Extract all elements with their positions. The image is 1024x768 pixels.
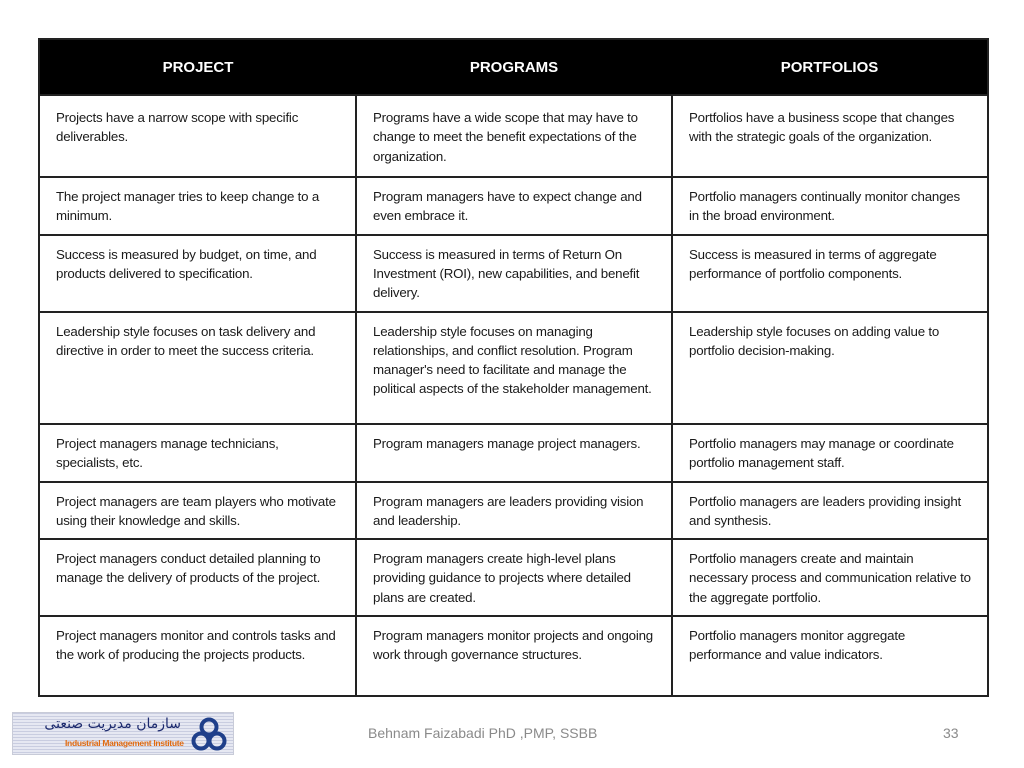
comparison-table xyxy=(38,38,989,697)
table-row xyxy=(40,95,987,177)
table-header-row xyxy=(40,40,987,95)
header-project: PROJECT xyxy=(40,40,356,95)
cell-portfolios: Success is measured in terms of aggregate performance of portfolio components. xyxy=(672,235,987,312)
cell-project: Projects have a narrow scope with specific deliverables. xyxy=(40,95,356,177)
cell-programs: Success is measured in terms of Return On Investment (ROI), new capabilities, and benefit delivery. xyxy=(356,235,672,312)
page-number: 33 xyxy=(943,725,959,741)
cell-portfolios: Portfolio managers are leaders providing insight and synthesis. xyxy=(672,482,987,540)
cell-project: Success is measured by budget, on time, and products delivered to specification. xyxy=(40,235,356,312)
cell-portfolios: Portfolio managers create and maintain necessary process and communication relative to the aggregate portfolio. xyxy=(672,539,987,616)
logo-name-fa: سازمان مدیریت صنعتی xyxy=(44,716,181,732)
institute-logo xyxy=(12,712,234,755)
cell-programs: Program managers monitor projects and ongoing work through governance structures. xyxy=(356,616,672,695)
comparison-grid xyxy=(40,40,987,695)
cell-project: Project managers are team players who motivate using their knowledge and skills. xyxy=(40,482,356,540)
cell-programs: Program managers are leaders providing vision and leadership. xyxy=(356,482,672,540)
cell-project: Project managers conduct detailed planning to manage the delivery of products of the project. xyxy=(40,539,356,616)
footer-author: Behnam Faizabadi PhD ,PMP, SSBB xyxy=(368,725,598,741)
header-programs: PROGRAMS xyxy=(356,40,672,95)
cell-project: The project manager tries to keep change to a minimum. xyxy=(40,177,356,235)
table-row xyxy=(40,616,987,695)
table-row xyxy=(40,177,987,235)
cell-project: Project managers manage technicians, specialists, etc. xyxy=(40,424,356,482)
table-row xyxy=(40,235,987,312)
logo-mark-icon xyxy=(191,717,227,753)
table-row xyxy=(40,539,987,616)
cell-portfolios: Portfolio managers continually monitor changes in the broad environment. xyxy=(672,177,987,235)
header-portfolios: PORTFOLIOS xyxy=(672,40,987,95)
table-row xyxy=(40,312,987,424)
cell-programs: Leadership style focuses on managing relationships, and conflict resolution. Program manager's need to facilitate and manage the political aspects of the stakeholder management. xyxy=(356,312,672,424)
cell-programs: Program managers manage project managers. xyxy=(356,424,672,482)
cell-programs: Program managers have to expect change and even embrace it. xyxy=(356,177,672,235)
table-row xyxy=(40,482,987,540)
cell-portfolios: Leadership style focuses on adding value to portfolio decision-making. xyxy=(672,312,987,424)
cell-programs: Programs have a wide scope that may have to change to meet the benefit expectations of the organization. xyxy=(356,95,672,177)
table-row xyxy=(40,424,987,482)
cell-portfolios: Portfolio managers may manage or coordinate portfolio management staff. xyxy=(672,424,987,482)
cell-portfolios: Portfolio managers monitor aggregate performance and value indicators. xyxy=(672,616,987,695)
cell-project: Project managers monitor and controls tasks and the work of producing the projects products. xyxy=(40,616,356,695)
cell-programs: Program managers create high-level plans providing guidance to projects where detailed plans are created. xyxy=(356,539,672,616)
logo-name-en: Industrial Management Institute xyxy=(65,738,184,748)
cell-portfolios: Portfolios have a business scope that changes with the strategic goals of the organization. xyxy=(672,95,987,177)
cell-project: Leadership style focuses on task delivery and directive in order to meet the success criteria. xyxy=(40,312,356,424)
